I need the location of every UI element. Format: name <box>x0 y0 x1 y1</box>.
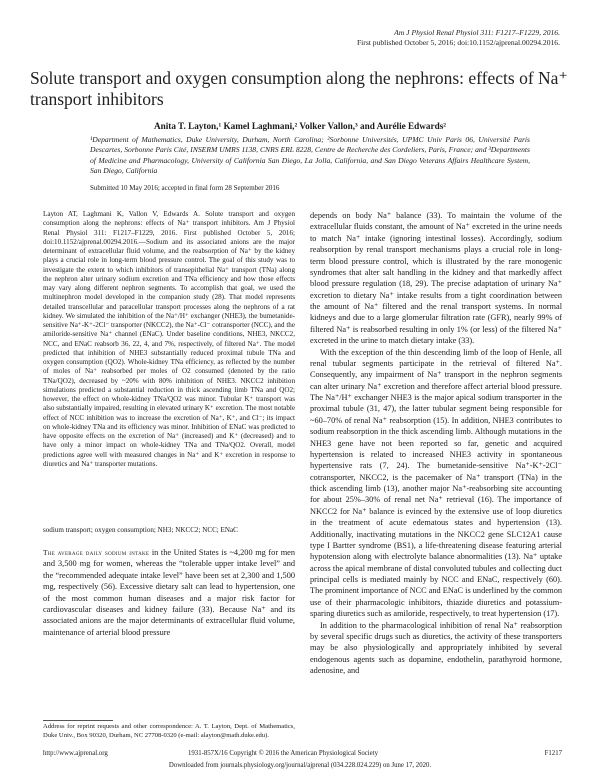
download-notice: Downloaded from journals.physiology.org/journal/ajprenal (034.228.024.229) on June 17, 2020. <box>168 762 432 769</box>
abstract: Layton AT, Laghmani K, Vallon V, Edwards A. Solute transport and oxygen consumption along the nephrons: effects of Na⁺ transport inhibitors. Am J Physiol Renal Physiol 311: F1217–F1229, 2016. First published October 5, 2016; doi:10.1152/ajprenal.00294.2016.—Sodium and its associated anions are the major determinant of extracellular fluid volume, and the reabsorption of Na⁺ by the kidney plays a crucial role in long-term blood pressure control. The goal of this study was to investigate the extent to which inhibitors of transepithelial Na⁺ transport (TNa) along the nephron alter urinary sodium excretion and TNa efficiency and how those effects may vary along different nephron segments. To accomplish that goal, we used the multinephron model developed in the companion study (28). That model represents detailed transcellular and paracellular transport processes along the nephrons of a rat kidney. We simulated the inhibition of the Na⁺/H⁺ exchanger (NHE3), the bumetanide-sensitive Na⁺-K⁺-2Cl⁻ transporter (NKCC2), the Na⁺-Cl⁻ cotransporter (NCC), and the amiloride-sensitive Na⁺ channel (ENaC). Under baseline conditions, NHE3, NKCC2, NCC, and ENaC reabsorb 36, 22, 4, and 7%, respectively, of filtered Na⁺. The model predicted that inhibition of NHE3 substantially reduced proximal tubule TNa and oxygen consumption (QO2). Whole-kidney TNa efficiency, as reflected by the number of moles of Na⁺ reabsorbed per moles of O2 consumed (denoted by the ratio TNa/QO2), decreased by ~20% with 80% inhibition of NHE3. NKCC2 inhibition simulations predicted a substantial reduction in thick ascending limb TNa and QO2; however, the effect on whole-kidney TNa/QO2 was minor. Tubular K⁺ transport was also substantially impaired, resulting in elevated urinary K⁺ excretion. The most notable effect of NCC inhibition was to increase the excretion of Na⁺, K⁺, and Cl⁻; its impact on whole-kidney TNa and its efficiency was minor. Inhibition of ENaC was predicted to have opposite effects on the excretion of Na⁺ (increased) and K⁺ (decreased) and to have only a minor impact on whole-kidney TNa and TNa/QO2. Overall, model predictions agree well with measured changes in Na⁺ and K⁺ excretion in response to diuretics and Na⁺ transporter mutations. <box>43 210 295 468</box>
copyright-line: 1931-857X/16 Copyright © 2016 the American Physiological Society <box>188 750 378 757</box>
author-list: Anita T. Layton,¹ Kamel Laghmani,² Volker Vallon,³ and Aurélie Edwards² <box>153 121 447 131</box>
journal-url[interactable]: http://www.ajprenal.org <box>43 750 108 757</box>
affiliations: ¹Department of Mathematics, Duke University, Durham, North Carolina; ²Sorbonne Universités, UPMC Univ Paris 06, Université Paris Descartes, Sorbonne Paris Cité, INSERM UMRS 1138, CNRS ERL 8228, Centre de Recherche des Cordeliers, Paris, France; and ³Departments of Medicine and Pharmacology, University of California San Diego, La Jolla, California, and San Diego Veterans Affairs Healthcare System, San Diego, California <box>90 135 530 175</box>
body-paragraph-2: With the exception of the thin descending limb of the loop of Henle, all renal tubular segments participate in the retrieval of filtered Na⁺. Consequently, any impairment of Na⁺ transport in the nephron segments can alter urinary Na⁺ excretion and therefore affect arterial blood pressure. The Na⁺/H⁺ exchanger NHE3 is the major apical sodium transporter in the proximal tubule (31, 47), the latter tubular segment being responsible for ~60–70% of renal Na⁺ reabsorption (15). In addition, NHE3 contributes to sodium reabsorption in the thick ascending limb. Although mutations in the NHE3 gene have not been reported so far, genetic and acquired hypertension is related to increased NHE3 activity in spontaneous hypertensive rats (7, 24). The bumetanide-sensitive Na⁺-K⁺-2Cl⁻ cotransporter, NKCC2, is the pacemaker of Na⁺ transport (TNa) in the thick ascending limb (13), another major Na⁺-reabsorbing site accounting for about 25%–30% of renal net Na⁺ retrieval (16). The importance of NKCC2 for Na⁺ balance is evinced by the extensive use of loop diuretics in the treatment of acute edematous states and hypertension (13). Additionally, inactivating mutations in the NKCC2 gene SLC12A1 cause type I Bartter syndrome (BS1), a life-threatening disease featuring arterial hypotension along with electrolyte balance abnormalities (13). Na⁺ uptake across the apical membrane of distal convoluted tubules and collecting duct principal cells is mediated mainly by NCC and ENaC, respectively (60). The prominent importance of NCC and ENaC is underlined by the common use of their pharmacologic inhibitors, thiazide diuretics and potassium-sparing diuretics such as amiloride, respectively, to treat hypertension (17). <box>310 347 562 619</box>
intro-body: in the United States is ~4,200 mg for men and 3,500 mg for women, whereas the “tolerable upper intake level” and the “recommended adequate intake level” have been set at 2,300 and 1,500 mg, respectively (56). Excessive dietary salt can lead to hypertension, one of the most common human diseases and a major risk factor for cardiovascular diseases and kidney failure (33). Because Na⁺ and its associated anions are the major determinants of extracellular fluid volume, maintenance of arterial blood pressure <box>43 548 295 637</box>
body-right-column <box>310 210 562 676</box>
journal-header <box>357 28 560 48</box>
intro-lead-in: The average daily sodium intake <box>43 548 150 557</box>
introduction-paragraph <box>43 547 295 638</box>
journal-citation: Am J Physiol Renal Physiol 311: F1217–F1229, 2016. <box>394 28 560 37</box>
submission-dates: Submitted 10 May 2016; accepted in final form 28 September 2016 <box>90 184 280 192</box>
footnote-divider <box>43 720 113 721</box>
body-paragraph-1: depends on body Na⁺ balance (33). To maintain the volume of the extracellular fluids constant, the amount of Na⁺ excreted in the urine needs to match Na⁺ intake (ignoring intestinal losses). Accordingly, sodium reabsorption by renal transport mechanisms plays a crucial role in long-term blood pressure control, which is illustrated by the rare monogenic syndromes that alter salt handling in the kidney and that markedly affect blood pressure regulation (18, 29). The precise adaptation of urinary Na⁺ excretion to dietary Na⁺ intake results from a tight coordination between the amount of Na⁺ filtered and the renal transport systems. In normal kidneys and due to a large glomerular filtration rate (GFR), nearly 99% of filtered Na⁺ is reabsorbed resulting in only 1% (or less) of the filtered Na⁺ excreted in the urine to match dietary intake (33). <box>310 211 562 346</box>
page-number: F1217 <box>544 750 562 757</box>
article-title: Solute transport and oxygen consumption along the nephrons: effects of Na⁺ transport inhibitors <box>30 68 568 109</box>
correspondence-footnote: Address for reprint requests and other correspondence: A. T. Layton, Dept. of Mathematics, Duke Univ., Box 90320, Durham, NC 27708-0320 (e-mail: alayton@math.duke.edu). <box>43 723 295 739</box>
body-paragraph-3: In addition to the pharmacological inhibition of renal Na⁺ reabsorption by several specific drugs such as diuretics, the activity of these transporters may be also physiologically and appropriately inhibited by several endogenous agents such as dopamine, endothelin, parathyroid hormone, adenosine, and <box>310 620 562 675</box>
keywords: sodium transport; oxygen consumption; NH3; NKCC2; NCC; ENaC <box>43 526 238 534</box>
publication-info: First published October 5, 2016; doi:10.1152/ajprenal.00294.2016. <box>356 38 560 47</box>
